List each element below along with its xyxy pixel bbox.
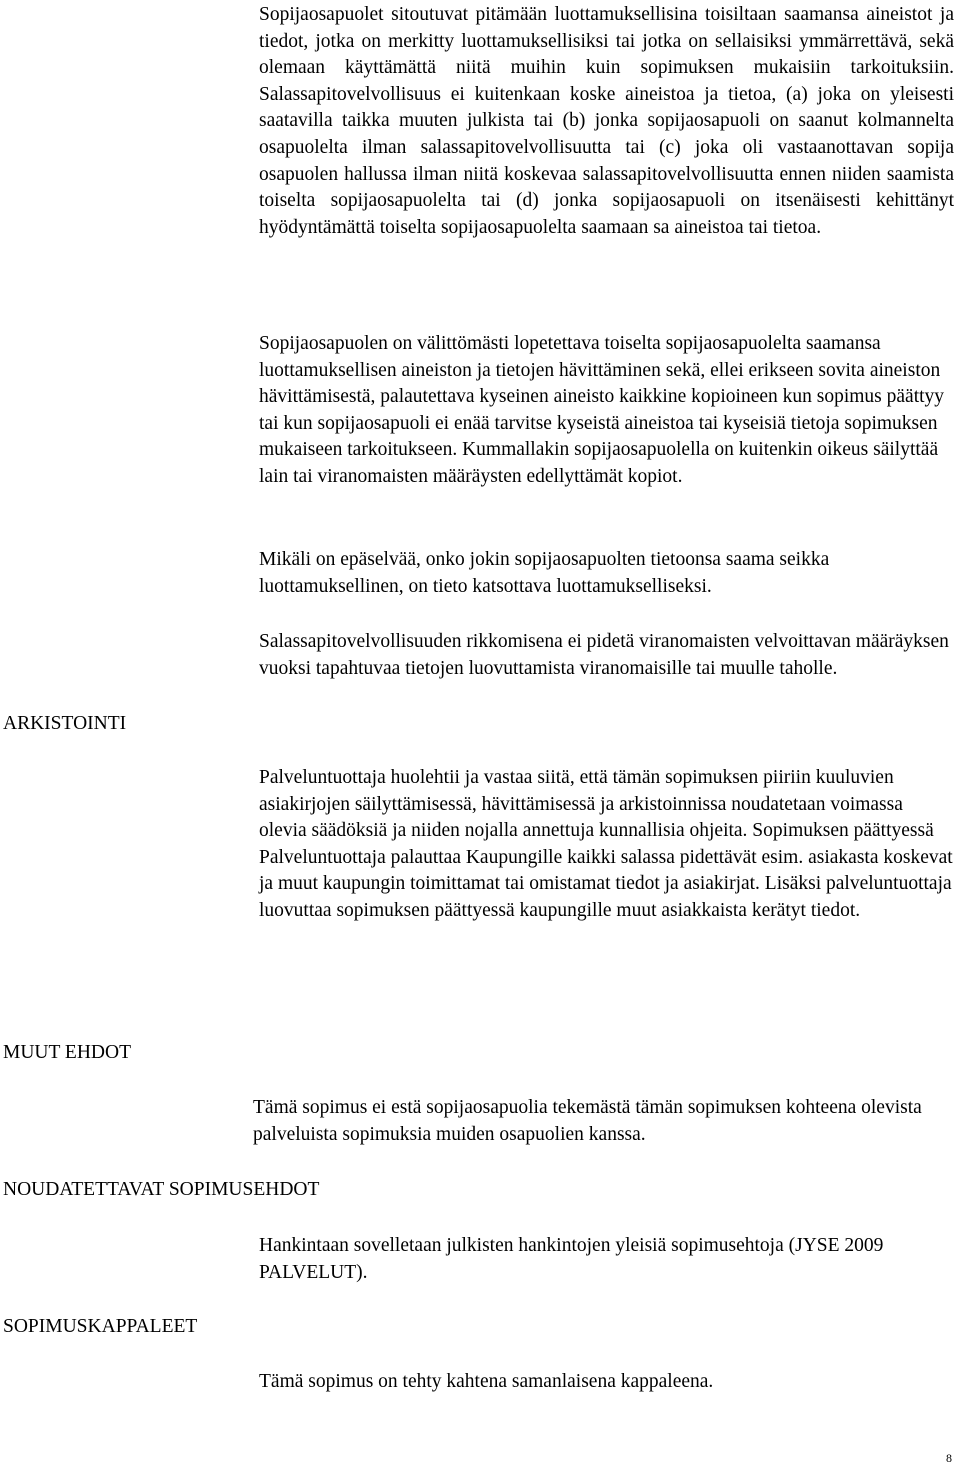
applicable-terms-paragraph: Hankintaan sovelletaan julkisten hankintojen yleisiä sopimusehtoja (JYSE 2009 PALVELUT). bbox=[259, 1235, 884, 1283]
heading-other-terms: MUUT EHDOT bbox=[3, 1042, 132, 1063]
heading-copies: SOPIMUSKAPPALEET bbox=[3, 1316, 198, 1337]
copies-paragraph: Tämä sopimus on tehty kahtena samanlaisena kappaleena. bbox=[259, 1371, 714, 1392]
other-terms-paragraph: Tämä sopimus ei estä sopijaosapuolia tekemästä tämän sopimuksen kohteena olevista palveluista sopimuksia muiden osapuolien kanssa. bbox=[253, 1097, 922, 1145]
unclear-confidentiality-paragraph: Mikäli on epäselvää, onko jokin sopijaosapuolten tietoonsa saama seikka luottamuksellinen, on tieto katsottava luottamukselliseksi. bbox=[259, 549, 830, 597]
breach-exception-paragraph: Salassapitovelvollisuuden rikkomisena ei pidetä viranomaisten velvoittavan määräyksen vuoksi tapahtuvaa tietojen luovuttamista viranomaisille tai muulle taholle. bbox=[259, 631, 949, 679]
heading-applicable-terms: NOUDATETTAVAT SOPIMUSEHDOT bbox=[3, 1179, 320, 1200]
archiving-paragraph: Palveluntuottaja huolehtii ja vastaa siitä, että tämän sopimuksen piiriin kuuluvien asiakirjojen säilyttämisessä, hävittämisessä ja arkistoinnissa noudatetaan voimassa olevia säädöksiä ja niiden nojalla annettuja kunnallisia ohjeita. Sopimuksen päättyessä Palveluntuottaja palauttaa Kaupungille kaikki salassa pidettävät esim. asiakasta koskevat ja muut kaupungin toimittamat tai omistamat tiedot ja asiakirjat. Lisäksi palveluntuottaja luovuttaa sopimuksen päättyessä kaupungille muut asiakkaista kerätyt tiedot. bbox=[259, 767, 953, 921]
page-number: 8 bbox=[946, 1451, 952, 1465]
destruction-paragraph: Sopijaosapuolen on välittömästi lopetettava toiselta sopijaosapuolelta saamansa luottamuksellisen aineiston ja tietojen hävittäminen sekä, ellei erikseen sovita aineiston hävittämisestä, palautettava kyseinen aineisto kaikkine kopioineen kun sopimus päättyy tai kun sopijaosapuoli ei enää tarvitse kyseistä aineistoa tai kyseisiä tietoja sopimuksen mukaiseen tarkoitukseen. Kummallakin sopijaosapuolella on kuitenkin oikeus säilyttää lain tai viranomaisten määräysten edellyttämät kopiot. bbox=[259, 333, 945, 487]
heading-archiving: ARKISTOINTI bbox=[3, 713, 127, 734]
confidentiality-paragraph: Sopijaosapuolet sitoutuvat pitämään luottamuksellisina toisiltaan saamansa aineistot ja tiedot, jotka on merkitty luottamuksellisiksi tai jotka on sellaisiksi ymmärrettävä, sekä olemaan käyttämättä niitä muihin kuin sopimuksen mukaisiin tarkoituksiin. Salassapitovelvollisuus ei kuitenkaan koske aineistoa ja tietoa, (a) joka on yleisesti saatavilla taikka muuten julkista tai (b) jonka sopijaosapuoli on saanut kolmannelta osapuolelta ilman salassapitovelvollisuutta tai (c) joka oli vastaanottavan sopija osapuolen hallussa ilman niitä koskevaa salassapitovelvollisuutta ennen niiden saamista toiselta sopijaosapuolelta tai (d) jonka sopijaosapuoli on itsenäisesti kehittänyt hyödyntämättä toiselta sopijaosapuolelta saamaan sa aineistoa tai tietoa. bbox=[259, 4, 954, 238]
